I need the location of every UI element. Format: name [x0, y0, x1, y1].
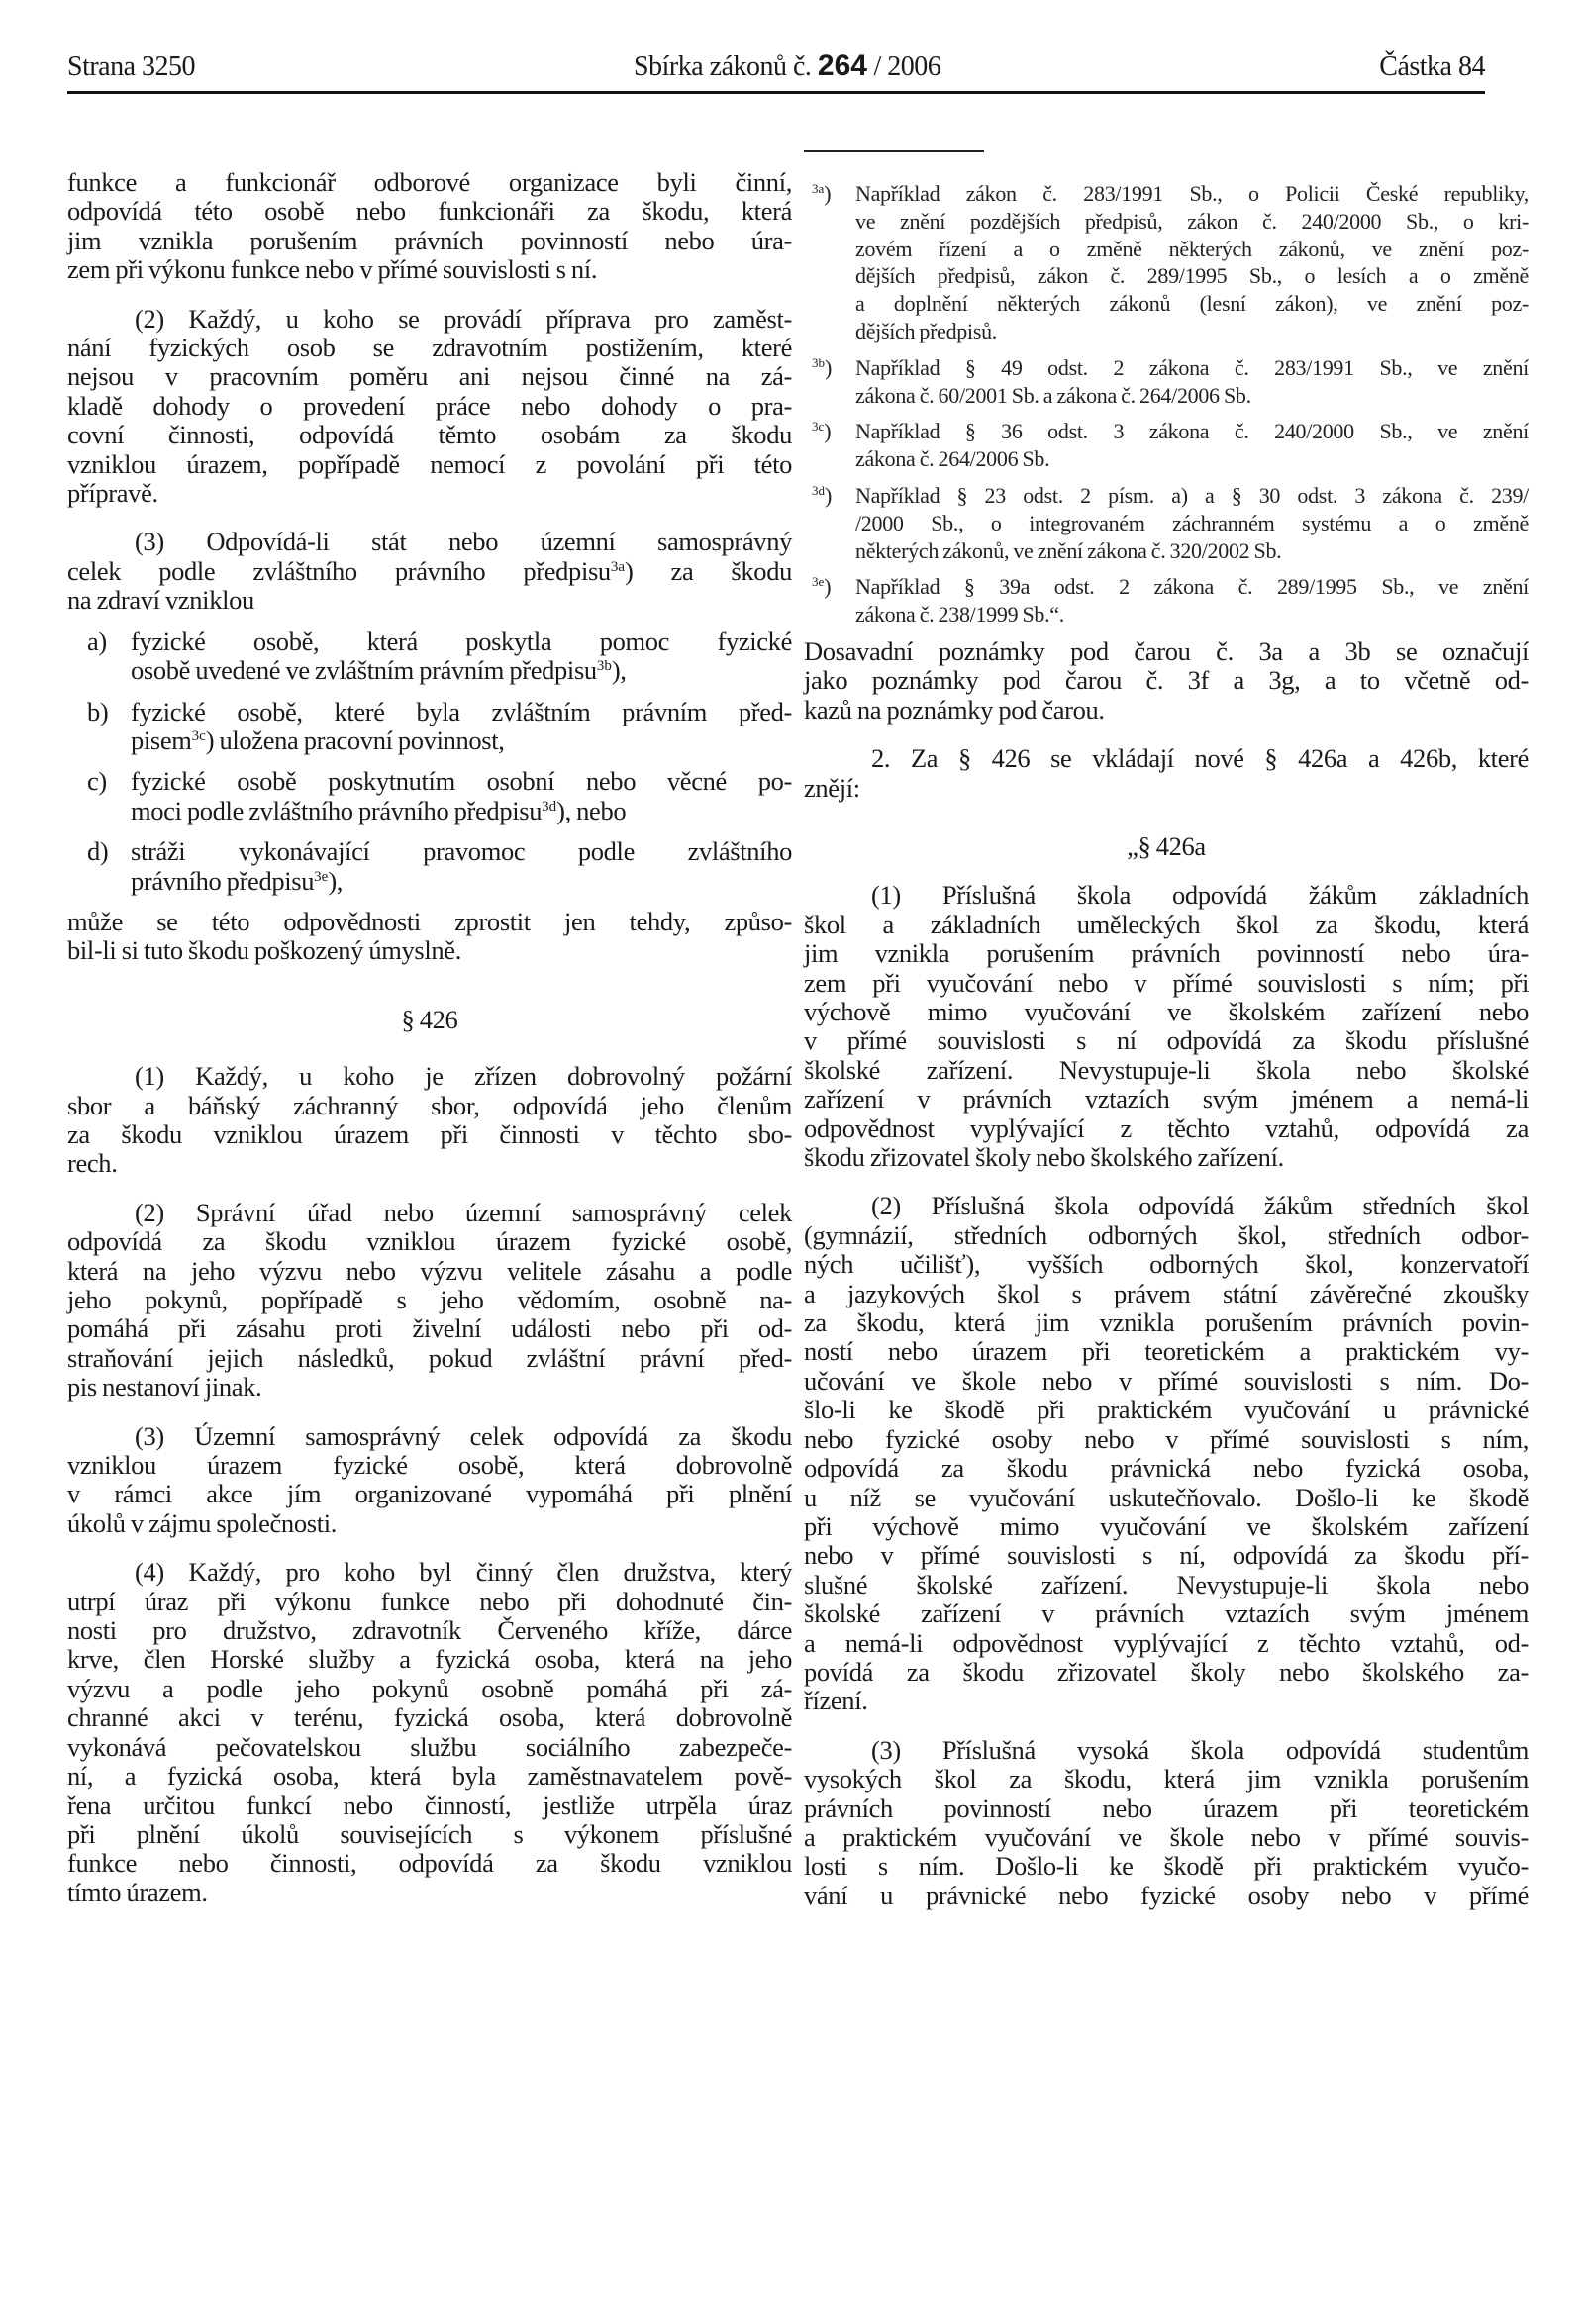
right-column: [804, 168, 1529, 1930]
s426a-paragraph-2: [804, 1192, 1529, 1715]
text-line: krve, člen Horské služby a fyzická osoba, která na jeho: [67, 1644, 792, 1675]
paragraph-continuation: [67, 168, 792, 285]
footnote-ref-3a[interactable]: 3a: [610, 558, 625, 575]
text-line: úkolů v zájmu společnosti.: [67, 1507, 337, 1538]
text-line: odpovídá za škodu vzniklou úrazem fyzické osobě,: [67, 1226, 792, 1257]
text-line: vysokých škol za škodu, která jim vznikla porušením: [804, 1764, 1529, 1794]
text-line: u níž se vyučování uskutečňovalo. Došlo-li ke škodě: [804, 1482, 1529, 1512]
list-item-label: c): [87, 766, 107, 797]
text-line: nebo fyzické osoby nebo v přímé souvislosti s ním,: [804, 1423, 1529, 1454]
text-line: ní, a fyzická osoba, která byla zaměstnavatelem pově-: [67, 1761, 792, 1791]
footnote-line: ve znění pozdějších předpisů, zákon č. 240/2000 Sb., o kri-: [855, 208, 1529, 234]
law-number: 264: [817, 49, 867, 82]
list-item-label: b): [87, 696, 109, 726]
text-span: právního předpisu: [131, 865, 315, 896]
text-line: řízení.: [804, 1686, 868, 1716]
text-line: znějí:: [804, 772, 860, 803]
list-item: [67, 628, 792, 686]
text-line: při výchově mimo vyučování ve školském zařízení: [804, 1510, 1529, 1541]
footnote-mark-number: 3b: [812, 354, 825, 370]
footnote-mark-number: 3e: [812, 574, 825, 590]
text-line: chranné akci v terénu, fyzická osoba, která dobrovolně: [67, 1702, 792, 1733]
text-line: může se této odpovědnosti zprostit jen tehdy, způso-: [67, 906, 792, 936]
footnote-line: Například § 49 odst. 2 zákona č. 283/1991 Sb., ve znění: [855, 354, 1529, 380]
list-item: [67, 767, 792, 825]
text-line: [131, 797, 792, 825]
footnote-line: Například § 23 odst. 2 písm. a) a § 30 odst. 3 zákona č. 239/: [855, 482, 1529, 508]
list-item: [67, 837, 792, 896]
footnote-line: dějších předpisů.: [855, 318, 997, 343]
text-line: bil-li si tuto škodu poškozený úmyslně.: [67, 935, 461, 966]
footnote-ref[interactable]: 3d: [542, 798, 557, 815]
footnote-ref[interactable]: 3b: [596, 658, 612, 675]
text-line: přípravě.: [67, 478, 158, 509]
s426-paragraph-2: [67, 1199, 792, 1403]
footnote-line: Například § 36 odst. 3 zákona č. 240/2000 Sb., ve znění: [855, 419, 1529, 444]
text-line: pis nestanoví jinak.: [67, 1372, 262, 1403]
list-items: [67, 628, 792, 896]
text-line: fyzické osobě poskytnutím osobní nebo věcné po-: [131, 766, 792, 797]
footnote-mark: $^{3d}$): [812, 482, 833, 508]
text-line: výzvu a podle jeho pokynů osobně pomáhá při zá-: [67, 1673, 792, 1703]
text-line: vzniklou úrazem, popřípadě nemocí z povolání při této: [67, 448, 792, 479]
page-number: Strana 3250: [67, 51, 196, 82]
text-span: celek podle zvláštního právního předpisu: [67, 555, 611, 586]
text-line: odpovědnost vyplývající z těchto vztahů, odpovídá za: [804, 1113, 1529, 1143]
footnote-line: Například § 39a odst. 2 zákona č. 289/1995 Sb., ve znění: [855, 574, 1529, 600]
text-line: školské zařízení v právních vztazích svým jménem: [804, 1598, 1529, 1629]
text-line: (2) Správní úřad nebo územní samosprávný celek: [135, 1197, 792, 1227]
text-line: funkce nebo činnosti, odpovídá za škodu vzniklou: [67, 1848, 792, 1879]
text-line: při plnění úkolů souvisejících s výkonem příslušné: [67, 1818, 792, 1849]
footnote-line: /2000 Sb., o integrovaném záchranném systému a o změně: [855, 510, 1529, 535]
footnote-mark: $^{3e}$): [812, 574, 832, 600]
text-line: zařízení v právních vztazích svým jménem a nemá-li: [804, 1084, 1529, 1114]
header-rule: [67, 91, 1485, 94]
text-span: ), nebo: [556, 795, 627, 825]
text-line: výchově mimo vyučování ve školském zařízení nebo: [804, 997, 1529, 1027]
text-line: Dosavadní poznámky pod čarou č. 3a a 3b se označují: [804, 635, 1529, 666]
text-line: právních povinností nebo úrazem při teoretickém: [804, 1792, 1529, 1823]
text-line: učování ve škole nebo v přímé souvislosti s ním. Do-: [804, 1365, 1529, 1396]
text-line: šlo-li ke škodě při praktickém vyučování u právnické: [804, 1395, 1529, 1425]
text-line: stráži vykonávající pravomoc podle zvláštního: [131, 836, 792, 867]
text-line: straňování jejich následků, pokud zvláštní právní před-: [67, 1342, 792, 1373]
text-line: jim vznikla porušením právních povinností nebo úra-: [67, 225, 792, 255]
text-line: zem při výkonu funkce nebo v přímé souvislosti s ní.: [67, 254, 598, 285]
text-span: moci podle zvláštního právního předpisu: [131, 795, 543, 825]
s426a-paragraph-1: [804, 881, 1529, 1172]
text-line: covní činnosti, odpovídá těmto osobám za škodu: [67, 420, 792, 450]
section-heading-426a: „§ 426a: [1127, 830, 1206, 861]
text-line: a nemá-li odpovědnost vyplývající z těchto vztahů, od-: [804, 1627, 1529, 1658]
text-line: fyzické osobě, která poskytla pomoc fyzické: [131, 626, 792, 656]
text-line: ných učilišť), vyšších odborných škol, konzervatoří: [804, 1249, 1529, 1280]
footnote-mark: $^{3c}$): [812, 419, 832, 444]
text-line: vykonává pečovatelskou službu sociálního zabezpeče-: [67, 1731, 792, 1762]
page-header: [67, 49, 1485, 89]
footnote-rule: [804, 150, 984, 152]
text-line: funkce a funkcionář odborové organizace byli činní,: [67, 167, 792, 197]
text-line: (3) Územní samosprávný celek odpovídá za škodu: [135, 1420, 792, 1451]
text-line: škodu zřizovatel školy nebo školského zařízení.: [804, 1142, 1284, 1173]
footnote-line: zákona č. 60/2001 Sb. a zákona č. 264/2006 Sb.: [855, 382, 1251, 408]
text-line: (4) Každý, pro koho byl činný člen družstva, který: [135, 1557, 792, 1588]
text-line: slušné školské zařízení. Nevystupuje-li škola nebo: [804, 1569, 1529, 1599]
s426-paragraph-4: [67, 1558, 792, 1907]
text-line: v přímé souvislosti s ní odpovídá za škodu příslušné: [804, 1025, 1529, 1056]
text-line: školské zařízení. Nevystupuje-li škola nebo školské: [804, 1054, 1529, 1085]
footnotes: [804, 180, 1529, 629]
text-line: za škodu vzniklou úrazem při činnosti v těchto sbo-: [67, 1118, 792, 1149]
s426-paragraph-1: [67, 1062, 792, 1179]
collection-title: [634, 49, 940, 83]
text-line: (gymnázií, středních odborných škol, středních odbor-: [804, 1219, 1529, 1250]
text-line: za škodu, která jim vznikla porušením právních povin-: [804, 1307, 1529, 1338]
text-line: (3) Příslušná vysoká škola odpovídá studentům: [871, 1734, 1529, 1765]
footnote-mark-number: 3a: [812, 181, 825, 196]
list-item-label: a): [87, 626, 107, 656]
footnote-line: některých zákonů, ve znění zákona č. 320/2002 Sb.: [855, 537, 1282, 563]
footnote-mark: $^{3b}$): [812, 354, 833, 380]
footnote-line: Například zákon č. 283/1991 Sb., o Policii České republiky,: [855, 181, 1529, 206]
text-line: nebo v přímé souvislosti s ní, odpovídá za škodu pří-: [804, 1540, 1529, 1571]
text-line: která na jeho výzvu nebo výzvu velitele zásahu a podle: [67, 1255, 792, 1286]
text-line: nání fyzických osob se zdravotním postižením, které: [67, 333, 792, 363]
text-line: jeho pokynů, popřípadě s jeho vědomím, osobně na-: [67, 1285, 792, 1314]
text-line: sbor a báňský záchranný sbor, odpovídá jeho členům: [67, 1090, 792, 1120]
text-line: (1) Příslušná škola odpovídá žákům základních: [871, 880, 1529, 911]
text-line: (2) Příslušná škola odpovídá žákům středních škol: [871, 1191, 1529, 1221]
text-line: (1) Každý, u koho je zřízen dobrovolný požární: [135, 1061, 792, 1092]
text-line: [67, 557, 792, 586]
text-line: řena určitou funkcí nebo činností, jestliže utrpěla úraz: [67, 1790, 792, 1820]
footnote-line: zákona č. 238/1999 Sb.“.: [855, 602, 1064, 628]
text-line: rech.: [67, 1148, 118, 1179]
text-line: (2) Každý, u koho se provádí příprava pro zaměst-: [135, 303, 792, 334]
text-line: škol a základních uměleckých škol za škodu, která: [804, 909, 1529, 939]
footnote-3d: [804, 482, 1529, 564]
footnote-3b: [804, 354, 1529, 410]
footnote-ref[interactable]: 3e: [314, 868, 329, 885]
text-line: povídá za škodu zřizovatel školy nebo školského za-: [804, 1656, 1529, 1687]
text-line: odpovídá této osobě nebo funkcionáři za škodu, která: [67, 196, 792, 227]
footnote-mark: $^{3a}$): [812, 181, 832, 206]
footnote-line: zákona č. 264/2006 Sb.: [855, 446, 1050, 472]
renumber-note: [804, 637, 1529, 725]
footnote-mark-number: 3d: [812, 482, 825, 498]
text-line: [131, 726, 792, 755]
paragraph-3-tail: [67, 908, 792, 966]
s426-paragraph-3: [67, 1422, 792, 1539]
text-line: utrpí úraz při výkonu funkce nebo při dohodnuté čin-: [67, 1586, 792, 1616]
text-line: kazů na poznámky pod čarou.: [804, 694, 1105, 725]
law-year: / 2006: [873, 51, 941, 82]
footnote-line: a doplnění některých zákonů (lesní zákon), ve znění poz-: [855, 291, 1529, 317]
section-heading-426: § 426: [401, 1004, 458, 1034]
text-line: ností nebo úrazem při teoretickém a praktickém vy-: [804, 1336, 1529, 1367]
text-line: nejsou v pracovním poměru ani nejsou činné na zá-: [67, 361, 792, 392]
text-line: odpovídá za škodu právnická nebo fyzická osoba,: [804, 1453, 1529, 1484]
s426a-paragraph-3: [804, 1736, 1529, 1910]
point-2: [804, 744, 1529, 803]
part-number: Částka 84: [1379, 51, 1485, 82]
text-line: zem při vyučování nebo v přímé souvislosti s ním; při: [804, 967, 1529, 998]
text-line: kladě dohody o provedení práce nebo dohody o pra-: [67, 390, 792, 421]
list-item: [67, 698, 792, 756]
text-line: losti s ním. Došlo-li ke škodě při praktickém vyučo-: [804, 1851, 1529, 1882]
footnote-3a: [804, 180, 1529, 345]
footnote-3e: [804, 573, 1529, 629]
text-line: na zdraví vzniklou: [67, 585, 254, 616]
text-line: [131, 867, 792, 896]
footnote-line: dějších předpisů, zákon č. 289/1995 Sb., o lesích a o změně: [855, 263, 1529, 289]
text-span: ),: [611, 655, 627, 686]
text-line: vání u právnické nebo fyzické osoby nebo v přímé: [804, 1880, 1529, 1910]
text-line: (3) Odpovídá-li stát nebo územní samosprávný: [135, 527, 792, 557]
footnote-ref[interactable]: 3c: [191, 727, 206, 744]
text-span: osobě uvedené ve zvláštním právním předpisu: [131, 655, 597, 686]
text-line: fyzické osobě, které byla zvláštním právním před-: [131, 696, 792, 726]
text-line: 2. Za § 426 se vkládají nové § 426a a 426b, které: [871, 743, 1529, 774]
text-line: v rámci akce jím organizované vypomáhá při plnění: [67, 1479, 792, 1509]
text-line: jako poznámky pod čarou č. 3f a 3g, a to včetně od-: [804, 665, 1529, 696]
text-line: a jazykových škol s právem státní závěrečné zkoušky: [804, 1278, 1529, 1308]
text-line: jim vznikla porušením právních povinností nebo úra-: [804, 938, 1529, 969]
footnote-mark-number: 3c: [812, 419, 825, 435]
text-line: a praktickém vyučování ve škole nebo v přímé souvis-: [804, 1821, 1529, 1852]
text-span: ) za škodu: [625, 555, 792, 586]
paragraph-2: [67, 305, 792, 509]
text-line: vzniklou úrazem fyzické osobě, která dobrovolně: [67, 1450, 792, 1481]
text-line: pomáhá při zásahu proti živelní události nebo při od-: [67, 1313, 792, 1344]
left-column: [67, 168, 792, 1927]
footnote-3c: [804, 418, 1529, 473]
text-line: tímto úrazem.: [67, 1877, 208, 1907]
text-line: nosti pro družstvo, zdravotník Červeného kříže, dárce: [67, 1615, 792, 1646]
text-span: ),: [328, 865, 344, 896]
text-line: [131, 656, 792, 685]
paragraph-3: [67, 528, 792, 615]
text-span: ) uložena pracovní povinnost,: [205, 725, 505, 755]
footnote-line: zovém řízení a o změně některých zákonů, ve znění poz-: [855, 236, 1529, 261]
collection-prefix: Sbírka zákonů č.: [634, 51, 812, 82]
text-span: pisem: [131, 725, 192, 755]
list-item-label: d): [87, 836, 109, 867]
